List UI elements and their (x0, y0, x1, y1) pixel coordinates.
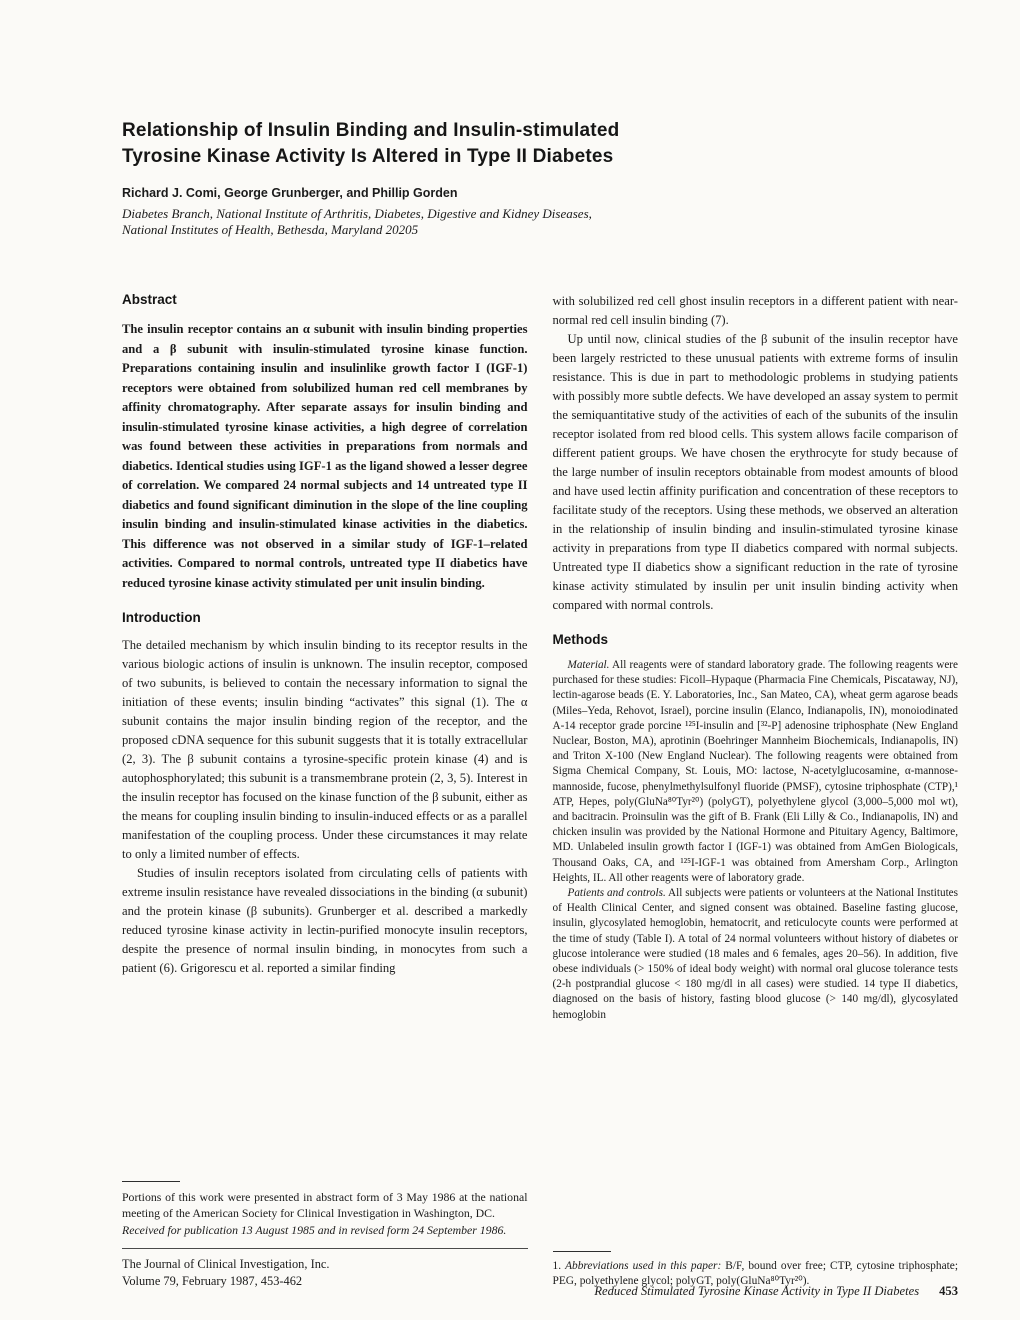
abbreviations-lead: Abbreviations used in this paper: (565, 1259, 722, 1272)
abbreviations-divider (553, 1251, 611, 1252)
paper-title-line2: Tyrosine Kinase Activity Is Altered in Type II Diabetes (122, 146, 614, 167)
methods-material-lead: Material. (567, 659, 610, 671)
received-footnote: Received for publication 13 August 1985 and in revised form 24 September 1986. (122, 1222, 507, 1237)
continuation-paragraph: with solubilized red cell ghost insulin receptors in a different patient with near-normal red cell insulin binding (7). (552, 294, 958, 327)
introduction-paragraph-2: Studies of insulin receptors isolated from circulating cells of patients with extreme insulin resistance have revealed dissociations in the binding (α subunit) and the protein kinase (β subunits). Grunberger et al. described a markedly reduced tyrosine kinase activity in lectin-purified monocyte insulin receptors, despite the presence of normal insulin binding, in monocytes from such a patient (6). Grigorescu et al. reported a similar finding (122, 866, 528, 975)
paper-title (122, 118, 958, 170)
methods-patients-body: All subjects were patients or volunteers at the National Institutes of Health Clinical Center, and signed consent was obtained. Baseline fasting glucose, insulin, glycosylated hemoglobin, hematocrit, and reticulocyte counts were performed at the time of study (Table I). A total of 24 normal volunteers without history of diabetes or glucose intolerance were studied (18 males and 6 females, ages 20–56). In addition, five obese individuals (> 150% of ideal body weight) with normal oral glucose tolerance tests (2-h postprandial glucose < 180 mg/dl in all cases) were studied. 14 type II diabetics, diagnosed on the basis of history, fasting blood glucose (> 140 mg/dl), glycosylated hemoglobin (552, 887, 958, 1021)
paper-title-line1: Relationship of Insulin Binding and Insulin-stimulated (122, 120, 620, 141)
methods-patients-paragraph (553, 886, 959, 1023)
right-paragraph-2: Up until now, clinical studies of the β subunit of the insulin receptor have been largely restricted to these unusual patients with extreme forms of insulin resistance. This is due in part to methodologic problems in studying patients with possibly more subtle defects. We have developed an assay system to permit the semiquantitative study of the activities of each of the subunits of the insulin receptor isolated from red blood cells. This system allows facile comparison of different patient groups. We have chosen the erythrocyte for study because of the large number of insulin receptors obtainable from modest amounts of blood and have used lectin affinity purification and concentration of these receptors to facilitate study of the receptors. Using these methods, we observed an alteration in the relationship of insulin binding and insulin-stimulated tyrosine kinase activity in preparations from type II diabetics compared with normal subjects. Untreated type II diabetics show a significant reduction in the rate of tyrosine kinase activity stimulated by insulin per unit insulin binding activity when compared with normal controls. (552, 332, 959, 612)
footnote-divider (122, 1181, 180, 1182)
methods-material-paragraph (553, 658, 959, 886)
abstract-text: The insulin receptor contains an α subunit with insulin binding properties and a β subunit with insulin-stimulated tyrosine kinase function. Preparations containing insulin and insulinlike growth factor I (IGF-1) receptors were obtained from solubilized human red cell membranes by affinity chromatography. After separate assays for insulin binding and insulin-stimulated tyrosine kinase activities, a high degree of correlation was found between these activities in preparations from normals and diabetics. Identical studies using IGF-1 as the ligand showed a lesser degree of correlation. We compared 24 normal subjects and 14 untreated type II diabetics and found significant diminution in the slope of the line coupling insulin binding and insulin-stimulated kinase activities in the diabetics. This difference was not observed in a similar study of IGF-1–related activities. Compared to normal controls, untreated type II diabetics have reduced tyrosine kinase activity stimulated per unit insulin binding. (122, 322, 528, 590)
methods-material-body: All reagents were of standard laboratory grade. The following reagents were purchased for these studies: Ficoll–Hypaque (Pharmacia Fine Chemicals, Piscataway, NJ), lectin-agarose beads (E. Y. Laboratories, Inc., San Mateo, CA), wheat germ agarose beads (Miles–Yeda, Rehovot, Israel), porcine insulin (Elanco, Indianapolis, IN), monoiodinated A-14 receptor grade porcine ¹²⁵I-insulin and [³²-P] adenosine triphosphate (New England Nuclear, Boston, MA), aprotinin (Boehringer Mannheim Biochemicals, Indianapolis, IN) and Triton X-100 (New England Nuclear). The following reagents were obtained from Sigma Chemical Company, St. Louis, MO: lactose, N-acetylglucosamine, α-mannose-mannoside, fucose, phenylmethylsulfonyl fluoride (PMSF), cytosine triphosphate (CTP),¹ ATP, Hepes, poly(GluNa⁸⁰Tyr²⁰) (polyGT), polyethylene glycol (3,000–5,000 mol wt), and bacitracin. Proinsulin was the gift of B. Frank (Eli Lilly & Co., Indianapolis, IN) and chicken insulin was provided by the National Hormone and Pituitary Agency, Baltimore, MD. Unlabeled insulin growth factor I (IGF-1) was obtained from AmGen Biologicals, Thousand Oaks, CA, and ¹²⁵I-IGF-1 was obtained from Amersham Corp., Arlington Heights, IL. All other reagents were of laboratory grade. (552, 659, 958, 884)
journal-divider (122, 1248, 528, 1249)
left-column (122, 292, 528, 1290)
presented-footnote: Portions of this work were presented in abstract form of 3 May 1986 at the national meeting of the American Society for Clinical Investigation in Washington, DC. (122, 1189, 528, 1220)
page-number: 453 (939, 1284, 958, 1298)
running-footer (122, 1284, 958, 1299)
right-column (553, 292, 959, 1290)
journal-name: The Journal of Clinical Investigation, Inc. (122, 1257, 330, 1271)
affiliation (122, 206, 958, 238)
abstract-heading: Abstract (122, 292, 177, 307)
introduction-paragraph-1: The detailed mechanism by which insulin binding to its receptor results in the various biologic actions of insulin is unknown. The insulin receptor, composed of two subunits, is believed to contain the necessary information to signal the initiation of these events; insulin binding “activates” this signal (1). The α subunit contains the major insulin binding region of the receptor, and the proposed cDNA sequence for this subunit suggests that it is totally extracellular (2, 3). The β subunit contains a tyrosine-specific protein kinase (4) and is autophosphorylated; this subunit is a transmembrane protein (2, 3, 5). Interest in the insulin receptor has focused on the kinase function of the β subunit, either as the means for coupling insulin binding to insulin-induced effects or as a parallel manifestation of the coupling process. Under these circumstances it may relate to only a limited number of effects. (122, 638, 528, 861)
abbreviations-body: B/F, bound over free; CTP, cytosine triphosphate; PEG, polyethylene glycol; polyGT, poly(GluNa⁸⁰Tyr²⁰). (552, 1259, 959, 1288)
abbreviations-number: 1. (552, 1259, 566, 1272)
authors-line: Richard J. Comi, George Grunberger, and Phillip Gorden (122, 186, 458, 200)
running-title: Reduced Stimulated Tyrosine Kinase Activity in Type II Diabetes (594, 1284, 920, 1298)
left-footnote-block (122, 1181, 528, 1291)
methods-patients-lead: Patients and controls. (567, 887, 666, 900)
affiliation-line2: National Institutes of Health, Bethesda, Maryland 20205 (122, 222, 419, 237)
paper-header (122, 118, 958, 238)
introduction-heading: Introduction (122, 610, 201, 625)
journal-volume: Volume 79, February 1987, 453-462 (122, 1274, 303, 1288)
methods-heading: Methods (552, 632, 608, 647)
affiliation-line1: Diabetes Branch, National Institute of Arthritis, Diabetes, Digestive and Kidney Diseases, (122, 206, 592, 221)
two-column-body (122, 292, 958, 1290)
